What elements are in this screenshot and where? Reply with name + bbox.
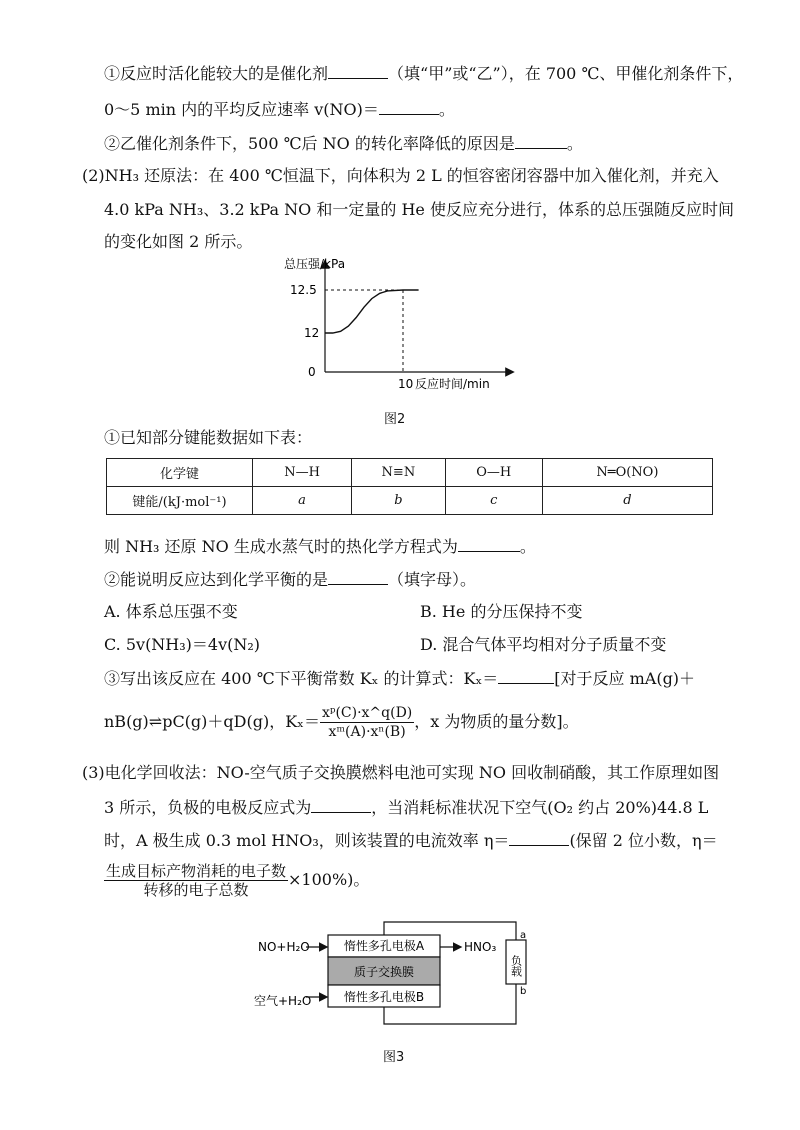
electrode-b-label: 惰性多孔电极B bbox=[343, 990, 425, 1004]
q2-line1: (2)NH₃ 还原法：在 400 ℃恒温下，向体积为 2 L 的恒容密闭容器中加入催化剂，并充入 bbox=[82, 166, 719, 185]
q3-line3-text-b: (保留 2 位小数，η＝ bbox=[569, 831, 718, 850]
x-axis-label: 反应时间/min bbox=[415, 377, 490, 391]
q3-line3-text-a: 时，A 极生成 0.3 mol HNO₃，则该装置的电流效率 η＝ bbox=[104, 831, 510, 850]
kx-text-b: [对于反应 mA(g)＋ bbox=[554, 669, 696, 688]
table-header-cell: N≡N bbox=[352, 459, 446, 487]
option-c[interactable]: C. 5v(NH₃)＝4v(N₂) bbox=[104, 635, 261, 654]
q1-line3-text-b: 。 bbox=[566, 134, 583, 153]
bond-intro: ①已知部分键能数据如下表： bbox=[104, 428, 313, 447]
q1-line2-text-a: 0～5 min 内的平均反应速率 v(NO)＝ bbox=[104, 100, 379, 119]
answer-blank[interactable] bbox=[311, 796, 371, 813]
kx-text-a: ③写出该反应在 400 ℃下平衡常数 Kₓ 的计算式：Kₓ＝ bbox=[104, 669, 499, 688]
bond-energy-table bbox=[106, 458, 713, 515]
answer-blank[interactable] bbox=[498, 667, 554, 684]
q1-line1-text-a: ①反应时活化能较大的是催化剂 bbox=[104, 64, 329, 83]
y-tick-label: 0 bbox=[308, 365, 316, 379]
answer-blank[interactable] bbox=[328, 568, 388, 585]
kx-fraction bbox=[320, 704, 414, 741]
x-tick-label: 10 bbox=[398, 377, 414, 391]
q1-line1-text-b: （填“甲”或“乙”），在 700 ℃、甲催化剂条件下， bbox=[388, 64, 744, 83]
q2b-eq-text-a: 则 NH₃ 还原 NO 生成水蒸气时的热化学方程式为 bbox=[104, 537, 458, 556]
q1-line3 bbox=[104, 132, 583, 155]
q2-line2: 4.0 kPa NH₃、3.2 kPa NO 和一定量的 He 使反应充分进行，体系的总压强随反应时间 bbox=[104, 200, 734, 219]
q3-efficiency-formula bbox=[104, 860, 369, 900]
q3-line2-text-b: ，当消耗标准状况下空气(O₂ 约占 20%)44.8 L bbox=[371, 798, 709, 817]
input-top-label: NO+H₂O bbox=[258, 940, 310, 954]
terminal-b-label: b bbox=[520, 986, 527, 997]
pressure-curve bbox=[325, 290, 419, 333]
answer-blank[interactable] bbox=[515, 132, 567, 149]
kx-text-c: nB(g)⇌pC(g)＋qD(g)，Kₓ＝ bbox=[104, 712, 320, 731]
table-row bbox=[107, 487, 713, 515]
figure-2-caption: 图2 bbox=[384, 412, 406, 427]
figure-3-caption: 图3 bbox=[383, 1050, 405, 1065]
q1-line1 bbox=[104, 62, 743, 85]
q3-line3 bbox=[104, 829, 718, 852]
q1-line2-text-b: 。 bbox=[438, 100, 455, 119]
efficiency-tail: ×100%)。 bbox=[288, 870, 370, 889]
option-b[interactable]: B. He 的分压保持不变 bbox=[420, 602, 583, 621]
efficiency-fraction bbox=[104, 862, 288, 899]
table-header-cell: O—H bbox=[445, 459, 542, 487]
q2b-eqm-text-a: ②能说明反应达到化学平衡的是 bbox=[104, 570, 329, 589]
electrode-a-label: 惰性多孔电极A bbox=[343, 939, 425, 953]
membrane-label: 质子交换膜 bbox=[353, 965, 415, 979]
q2-line3: 的变化如图 2 所示。 bbox=[104, 232, 253, 251]
option-a[interactable]: A. 体系总压强不变 bbox=[104, 602, 238, 621]
q2b-equation-line bbox=[104, 535, 536, 558]
efficiency-fraction-denominator: 转移的电子总数 bbox=[143, 881, 249, 899]
y-tick-label: 12 bbox=[304, 326, 320, 340]
q1-line2 bbox=[104, 98, 455, 121]
table-header-cell: N═O(NO) bbox=[542, 459, 712, 487]
kx-fraction-numerator: xᵖ(C)·x^q(D) bbox=[321, 705, 413, 721]
q2b-eq-text-b: 。 bbox=[519, 537, 536, 556]
answer-blank[interactable] bbox=[509, 829, 569, 846]
q3-line2-text-a: 3 所示，负极的电极反应式为 bbox=[104, 798, 312, 817]
option-d[interactable]: D. 混合气体平均相对分子质量不变 bbox=[420, 635, 667, 654]
q3-line1: (3)电化学回收法：NO-空气质子交换膜燃料电池可实现 NO 回收制硝酸，其工作原理如图 bbox=[82, 763, 720, 782]
table-header-cell: 化学键 bbox=[107, 459, 253, 487]
terminal-a-label: a bbox=[520, 930, 527, 941]
kx-text-d: ，x 为物质的量分数]。 bbox=[414, 712, 579, 731]
figure-3-diagram bbox=[250, 918, 550, 1033]
q1-line3-text-a: ②乙催化剂条件下，500 ℃后 NO 的转化率降低的原因是 bbox=[104, 134, 515, 153]
efficiency-fraction-numerator: 生成目标产物消耗的电子数 bbox=[106, 862, 287, 880]
answer-blank[interactable] bbox=[328, 62, 388, 79]
table-cell: b bbox=[352, 487, 446, 515]
input-bottom-label: 空气+H₂O bbox=[254, 994, 312, 1008]
table-row-label: 键能/(kJ·mol⁻¹) bbox=[107, 487, 253, 515]
q2b-eqm-text-b: （填字母）。 bbox=[388, 570, 477, 589]
table-header-row bbox=[107, 459, 713, 487]
kx-line1 bbox=[104, 667, 695, 690]
figure-2-chart bbox=[270, 252, 530, 402]
table-header-cell: N—H bbox=[253, 459, 352, 487]
q2b-equilibrium-line bbox=[104, 568, 476, 591]
answer-blank[interactable] bbox=[379, 98, 439, 115]
table-cell: d bbox=[542, 487, 712, 515]
kx-fraction-denominator: xᵐ(A)·xⁿ(B) bbox=[328, 724, 406, 740]
load-label: 负载 bbox=[509, 955, 523, 977]
answer-blank[interactable] bbox=[458, 535, 520, 552]
q3-line2 bbox=[104, 796, 708, 819]
y-axis-label: 总压强/kPa bbox=[284, 257, 346, 271]
table-cell: a bbox=[253, 487, 352, 515]
output-label: HNO₃ bbox=[464, 940, 497, 954]
table-cell: c bbox=[445, 487, 542, 515]
kx-line2 bbox=[104, 702, 579, 742]
y-tick-label: 12.5 bbox=[290, 283, 317, 297]
